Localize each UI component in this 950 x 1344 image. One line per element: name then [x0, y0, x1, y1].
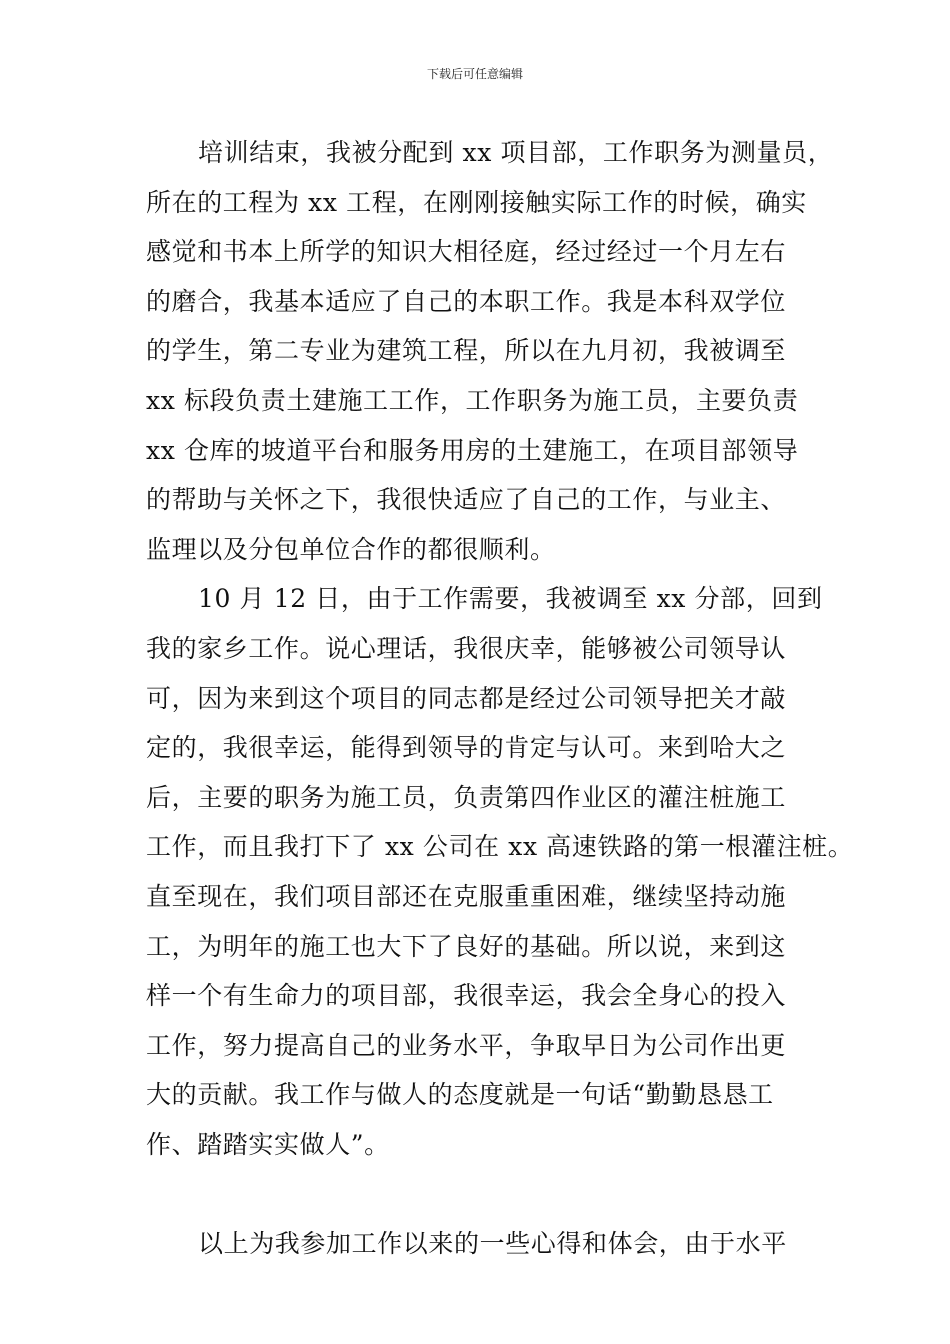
- paragraph-1: [146, 128, 834, 574]
- paragraph-line: 工作，而且我打下了 xx 公司在 xx 高速铁路的第一根灌注桩。: [146, 832, 854, 862]
- paragraph-line: 以上为我参加工作以来的一些心得和体会，由于水平: [198, 1229, 787, 1259]
- paragraph-line: 后，主要的职务为施工员，负责第四作业区的灌注桩施工: [146, 782, 787, 812]
- paragraph-line: 所在的工程为 xx 工程，在刚刚接触实际工作的时候，确实: [146, 187, 807, 217]
- paragraph-line: xx 标段负责土建施工工作，工作职务为施工员，主要负责: [146, 385, 799, 415]
- page-header: 下载后可任意编辑: [426, 67, 523, 81]
- document-body: [146, 128, 854, 1269]
- paragraph-line: 培训结束，我被分配到 xx 项目部，工作职务为测量员，: [198, 138, 834, 167]
- paragraph-line: 的学生，第二专业为建筑工程，所以在九月初，我被调至: [146, 336, 787, 366]
- paragraph-line: 样一个有生命力的项目部，我很幸运，我会全身心的投入: [146, 981, 787, 1011]
- paragraph-line: 监理以及分包单位合作的都很顺利。: [146, 534, 556, 564]
- paragraph-line: 的磨合，我基本适应了自己的本职工作。我是本科双学位: [146, 286, 787, 316]
- paragraph-line: 感觉和书本上所学的知识大相径庭，经过经过一个月左右: [146, 237, 787, 267]
- paragraph-line: 我的家乡工作。说心理话，我很庆幸，能够被公司领导认: [146, 633, 787, 663]
- paragraph-line: 的帮助与关怀之下，我很快适应了自己的工作，与业主、: [146, 485, 787, 515]
- paragraph-line: 直至现在，我们项目部还在克服重重困难，继续坚持动施: [146, 881, 787, 911]
- paragraph-line: [146, 1169, 834, 1219]
- paragraph-2: [146, 574, 854, 1219]
- paragraph-line: 大的贡献。我工作与做人的态度就是一句话“勤勤恳恳工: [146, 1080, 774, 1110]
- paragraph-line: 可，因为来到这个项目的同志都是经过公司领导把关才敲: [146, 683, 787, 713]
- paragraph-line: xx 仓库的坡道平台和服务用房的土建施工，在项目部领导: [146, 435, 799, 465]
- paragraph-3: [146, 1219, 834, 1269]
- paragraph-line: 工作，努力提高自己的业务水平，争取早日为公司作出更: [146, 1030, 787, 1060]
- paragraph-line: 工，为明年的施工也大下了良好的基础。所以说，来到这: [146, 931, 787, 961]
- paragraph-line: 定的，我很幸运，能得到领导的肯定与认可。来到哈大之: [146, 733, 787, 763]
- paragraph-line: 作、踏踏实实做人”。: [146, 1129, 390, 1159]
- paragraph-line: 10 月 12 日，由于工作需要，我被调至 xx 分部，回到: [198, 584, 823, 614]
